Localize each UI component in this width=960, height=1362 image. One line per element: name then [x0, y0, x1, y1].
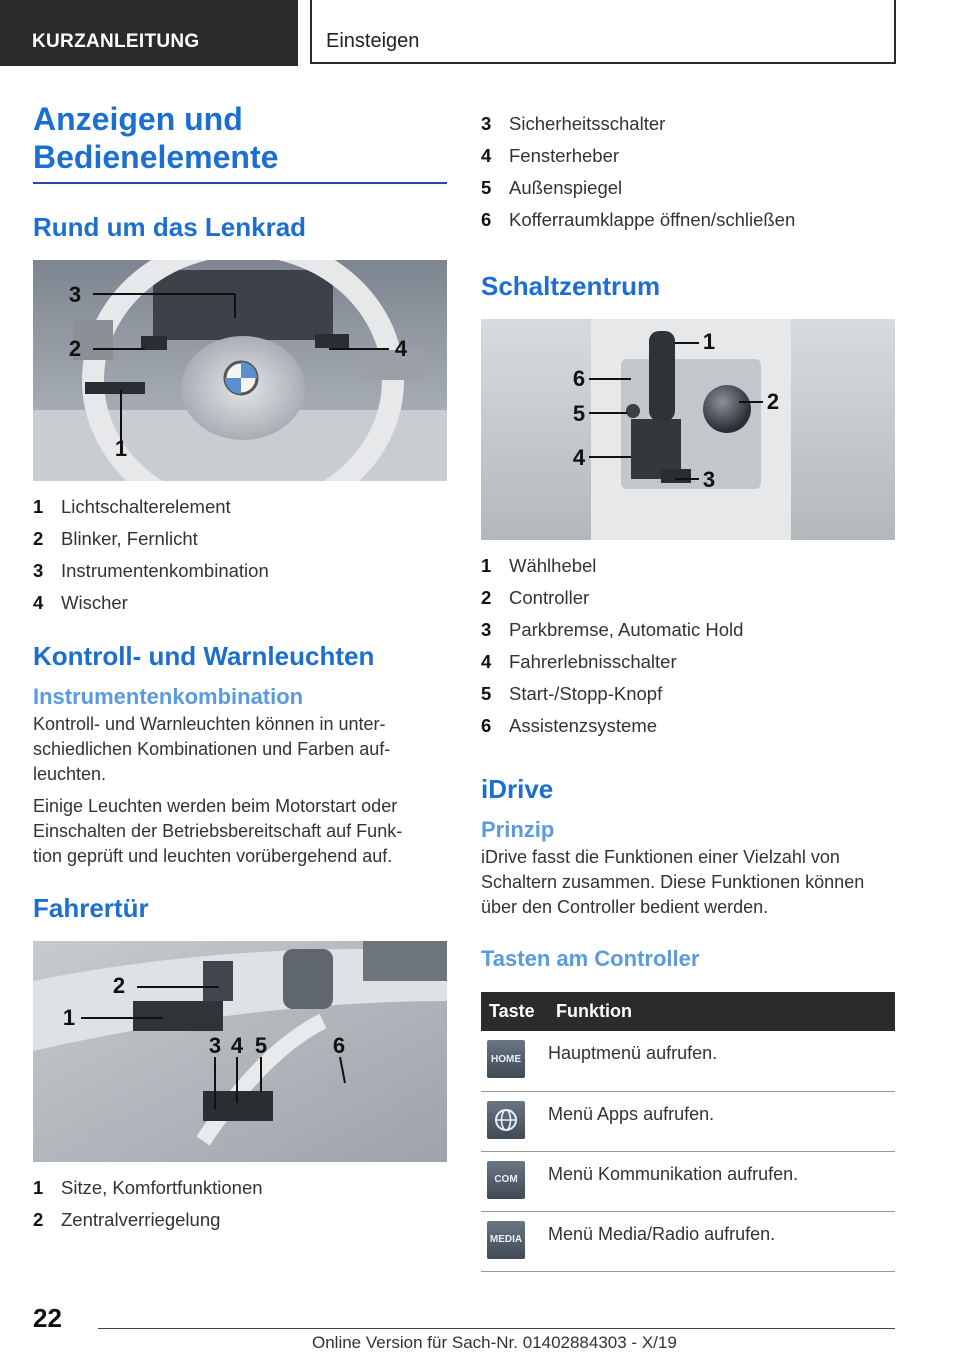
door-legend-continued — [481, 108, 895, 236]
steering-callout-2: 2 — [68, 336, 82, 361]
function-cell: Hauptmenü aufrufen. — [548, 1031, 895, 1091]
list-item: 3 Instrumentenkombination — [33, 560, 269, 581]
console-callout-3: 3 — [702, 467, 716, 492]
console-callout-6: 6 — [572, 366, 586, 391]
door-callout-1: 1 — [62, 1005, 76, 1030]
list-item: 6 Kofferraumklappe öffnen/schließen — [481, 209, 796, 230]
steering-legend — [33, 491, 447, 619]
table-row — [481, 1211, 895, 1271]
page-header — [0, 0, 960, 66]
warning-heading: Kontroll- und Warnleuchten — [33, 641, 375, 671]
warning-paragraph-1: Kontroll- und Warnleuchten können in unter- schiedlichen Kombinationen und Farben auf- leuchten. — [33, 714, 391, 784]
door-callout-6: 6 — [332, 1033, 346, 1058]
function-cell: Menü Media/Radio aufrufen. — [548, 1211, 895, 1271]
center-console-heading: Schaltzentrum — [481, 271, 661, 301]
list-item: 4 Fensterheber — [481, 145, 620, 166]
instrument-cluster-subheading: Instrumentenkombination — [33, 684, 304, 709]
footer-divider — [98, 1328, 895, 1329]
list-item: 5 Außenspiegel — [481, 177, 623, 198]
page-title — [33, 100, 447, 184]
apps-globe-key-icon — [487, 1101, 525, 1139]
door-callout-5: 5 — [254, 1033, 268, 1058]
console-callout-1: 1 — [702, 329, 716, 354]
steering-callout-1: 1 — [114, 436, 128, 461]
column-header-function: Funktion — [548, 992, 895, 1031]
steering-callout-3: 3 — [68, 282, 82, 307]
steering-heading: Rund um das Lenkrad — [33, 212, 307, 242]
section-tab: KURZANLEITUNG — [0, 0, 298, 66]
door-heading: Fahrertür — [33, 893, 149, 923]
steering-wheel-image — [33, 260, 447, 481]
list-item: 3 Parkbremse, Automatic Hold — [481, 619, 744, 640]
warning-paragraph-2: Einige Leuchten werden beim Motorstart oder Einschalten der Betriebsbereitschaft auf Funk- tion geprüft und leuchten vorübergehend auf. — [33, 796, 403, 866]
list-item: 1 Sitze, Komfortfunktionen — [33, 1177, 263, 1198]
controller-keys-table — [481, 992, 895, 1272]
idrive-paragraph: iDrive fasst die Funktionen einer Vielzahl von Schaltern zusammen. Diese Funktionen können über den Controller bedient werden. — [481, 847, 865, 917]
controller-keys-heading: Tasten am Controller — [481, 946, 700, 971]
list-item: 2 Zentralverriegelung — [33, 1209, 221, 1230]
list-item: 2 Controller — [481, 587, 590, 608]
table-row — [481, 1151, 895, 1211]
function-cell: Menü Kommunikation aufrufen. — [548, 1151, 895, 1211]
com-key-icon: COM — [487, 1161, 525, 1199]
door-callout-3: 3 — [208, 1033, 222, 1058]
right-column — [481, 100, 895, 1272]
home-key-icon: HOME — [487, 1040, 525, 1078]
center-console-legend — [481, 550, 895, 742]
chapter-tab: Einsteigen — [310, 0, 896, 64]
door-legend — [33, 1172, 447, 1236]
center-console-image — [481, 319, 895, 540]
list-item: 1 Lichtschalterelement — [33, 496, 231, 517]
page-number: 22 — [33, 1303, 62, 1333]
column-header-key: Taste — [481, 992, 548, 1031]
list-item: 4 Wischer — [33, 592, 128, 613]
steering-callout-4: 4 — [394, 336, 408, 361]
driver-door-image — [33, 941, 447, 1162]
console-callout-5: 5 — [572, 401, 586, 426]
media-key-icon: MEDIA — [487, 1221, 525, 1259]
list-item: 4 Fahrerlebnisschalter — [481, 651, 677, 672]
page-title-line-2: Bedienelemente — [33, 139, 279, 175]
console-callout-2: 2 — [766, 389, 780, 414]
footer-version-text: Online Version für Sach-Nr. 01402884303 - X/19 — [312, 1333, 677, 1352]
idrive-heading: iDrive — [481, 774, 554, 804]
door-callout-4: 4 — [230, 1033, 244, 1058]
console-callout-4: 4 — [572, 445, 586, 470]
door-callout-2: 2 — [112, 973, 126, 998]
list-item: 2 Blinker, Fernlicht — [33, 528, 198, 549]
table-row — [481, 1091, 895, 1151]
function-cell: Menü Apps aufrufen. — [548, 1091, 895, 1151]
list-item: 5 Start-/Stopp-Knopf — [481, 683, 663, 704]
list-item: 3 Sicherheitsschalter — [481, 113, 666, 134]
table-header-row — [481, 992, 895, 1031]
page-title-line-1: Anzeigen und — [33, 101, 243, 137]
table-row — [481, 1031, 895, 1091]
list-item: 1 Wählhebel — [481, 555, 597, 576]
list-item: 6 Assistenzsysteme — [481, 715, 658, 736]
principle-subheading: Prinzip — [481, 817, 555, 842]
left-column — [33, 100, 447, 1236]
